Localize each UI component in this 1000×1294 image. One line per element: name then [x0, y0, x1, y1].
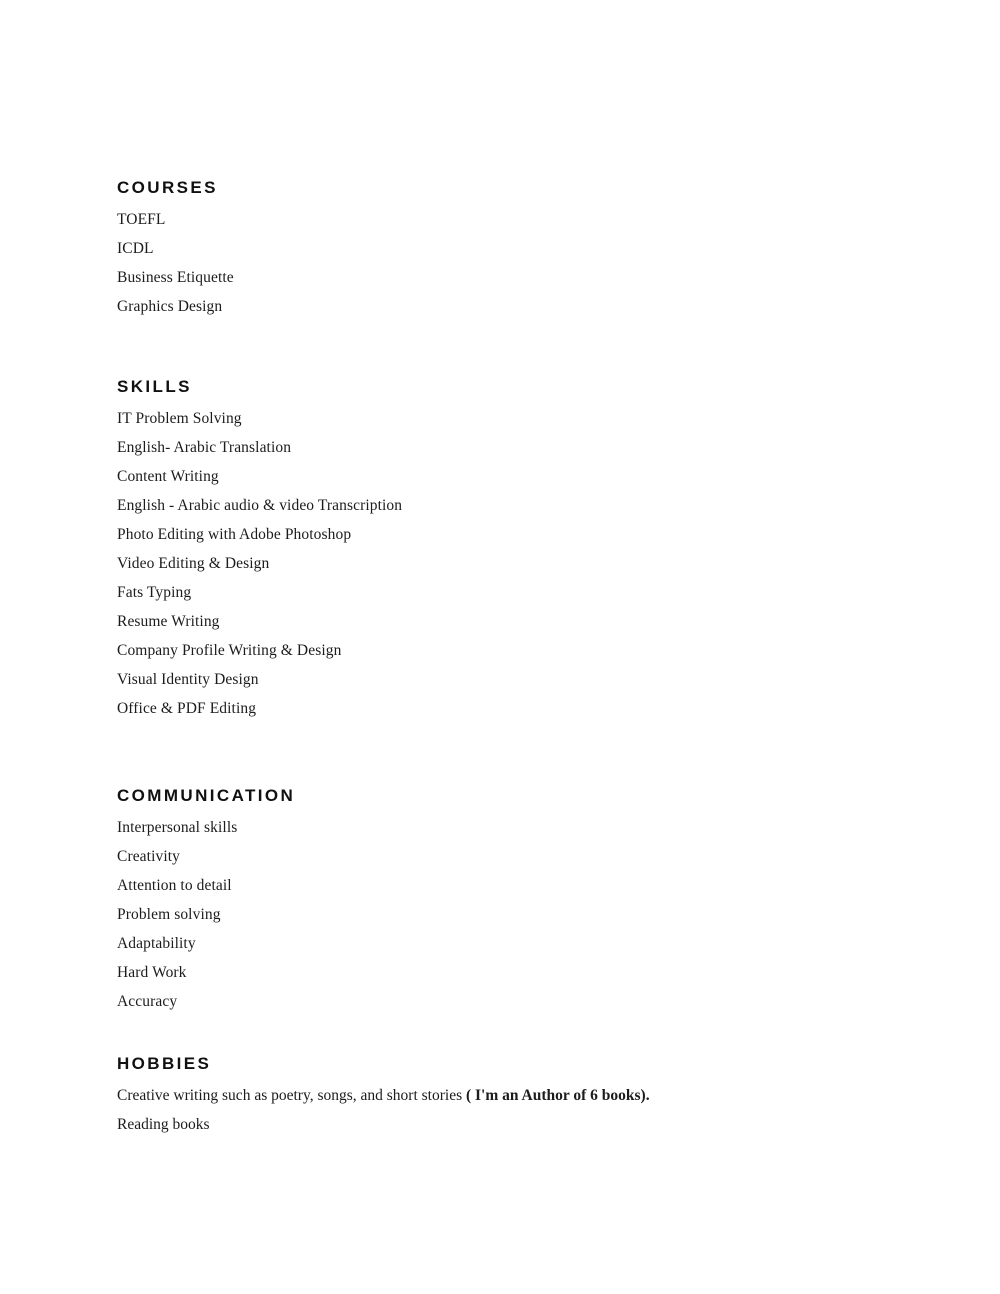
list-item: Visual Identity Design [117, 670, 259, 688]
spacer [117, 315, 917, 377]
spacer [117, 1010, 917, 1054]
list-item: English- Arabic Translation [117, 438, 292, 456]
list-item: Company Profile Writing & Design [117, 641, 342, 659]
list-item: Interpersonal skills [117, 819, 238, 836]
list-item: TOEFL [117, 211, 166, 228]
section-hobbies [117, 1054, 917, 1133]
list-item: English - Arabic audio & video Transcription [117, 496, 403, 514]
resume-content [117, 178, 917, 1146]
section-title-hobbies: HOBBIES [117, 1053, 212, 1073]
hobby-text-bold: ( I'm an Author of 6 books). [465, 1086, 650, 1104]
section-title-communication: COMMUNICATION [117, 786, 296, 805]
list-item: Resume Writing [117, 612, 220, 630]
section-title-courses: COURSES [117, 178, 218, 197]
list-item: Fats Typing [117, 583, 192, 601]
list-item: Problem solving [117, 906, 221, 923]
list-item: Graphics Design [117, 298, 223, 315]
list-item [117, 1088, 917, 1104]
list-item: Photo Editing with Adobe Photoshop [117, 525, 352, 543]
list-item: Video Editing & Design [117, 554, 270, 572]
hobby-text-normal: Creative writing such as poetry, songs, and short stories [117, 1086, 466, 1104]
list-item: Business Etiquette [117, 269, 234, 286]
list-item: IT Problem Solving [117, 409, 242, 427]
list-item: Office & PDF Editing [117, 699, 257, 717]
section-courses [117, 178, 917, 315]
list-item: Attention to detail [117, 877, 232, 894]
list-item: Accuracy [117, 993, 178, 1010]
spacer [117, 716, 917, 786]
list-item: ICDL [117, 240, 154, 257]
list-item: Creativity [117, 848, 180, 865]
section-communication [117, 786, 917, 1010]
list-item: Hard Work [117, 964, 187, 981]
hobby-text-normal: Reading books [117, 1115, 210, 1133]
list-item: Adaptability [117, 935, 196, 952]
section-skills [117, 377, 917, 717]
list-item: Content Writing [117, 467, 219, 485]
list-item [117, 1117, 917, 1133]
section-title-skills: SKILLS [117, 376, 192, 396]
